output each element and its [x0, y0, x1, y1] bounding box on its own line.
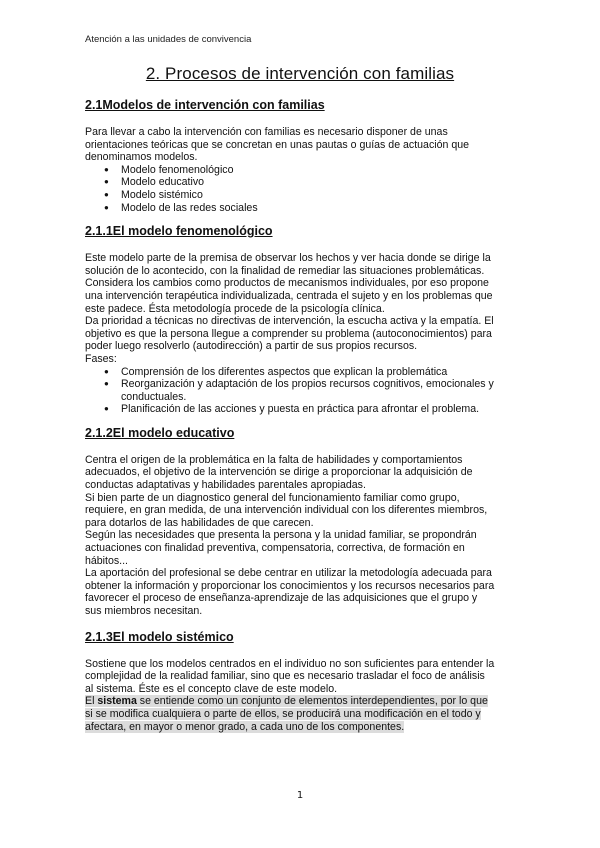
highlighted-text: El sistema se entiende como un conjunto de elementos interdependientes, por lo que	[85, 695, 488, 708]
paragraph: Para llevar a cabo la intervención con familias es necesario disponer de unas orientaciones teóricas que se concretan en unas pautas o guías de actuación que denominamos modelos.	[85, 126, 469, 164]
list-item: ● Modelo fenomenológico	[104, 163, 234, 176]
list-item: ● Comprensión de los diferentes aspectos que explican la problemática	[104, 365, 448, 378]
section-heading-2-1-3: 2.1.3El modelo sistémico	[85, 629, 234, 644]
bullet-list	[85, 366, 515, 416]
paragraph: Centra el origen de la problemática en la falta de habilidades y comportamientos adecuados, el objetivo de la intervención se dirige a proporcionar la adquisición de conductas adaptativas y habilidades parentales apropiadas. Si bien parte de un diagnostico general del funcionamiento familiar como grupo, requiere, en gran medida, de una intervención individual con los diferentes miembros, para dotarlos de las habilidades de que carecen. Según las necesidades que presenta la persona y la unidad familiar, se propondrán actuaciones con finalidad preventiva, compensatoria, correctiva, de formación en hábitos... La aportación del profesional se debe centrar en utilizar la metodología adecuada para obtener la información y proporcionar los conocimientos y los recursos necesarios para favorecer el proceso de enseñanza-aprendizaje de las adquisiciones que el grupo y sus miembros necesitan.	[85, 453, 495, 617]
list-item: ● Modelo educativo	[104, 176, 205, 189]
list-item: ● Modelo sistémico	[104, 188, 203, 201]
page-content	[85, 64, 515, 733]
bullet-dot-icon: ●	[104, 404, 109, 414]
page-number: 1	[296, 790, 304, 801]
bullet-dot-icon: ●	[104, 202, 109, 212]
running-header: Atención a las unidades de convivencia	[85, 34, 252, 45]
bullet-dot-icon: ●	[104, 177, 109, 187]
list-item: ● Modelo de las redes sociales	[104, 201, 258, 214]
bullet-dot-icon: ●	[104, 164, 109, 174]
bullet-dot-icon: ●	[104, 379, 109, 389]
page-title: 2. Procesos de intervención con familias	[145, 64, 455, 83]
highlighted-text: afectara, en mayor o menor grado, a cada uno de los componentes.	[85, 720, 405, 733]
paragraph: Este modelo parte de la premisa de observar los hechos y ver hacia donde se dirige la solución de lo acontecido, con la finalidad de remediar las situaciones problemáticas. Considera los cambios como productos de mecanismos individuales, por eso propone una intervención terapéutica individualizada, centrada el sujeto y en los problemas que este padece. Ésta metodología procede de la psicología clínica. Da prioridad a técnicas no directivas de intervención, la escucha activa y la empatía. El objetivo es que la persona llegue a comprender su problema (autoconocimientos) para poder luego resolverlo (autodirección) a partir de sus propios recursos. Fases:	[85, 252, 494, 365]
highlighted-text: si se modifica cualquiera o parte de ellos, se producirá una modificación en el todo y	[85, 707, 481, 720]
section-heading-2-1: 2.1Modelos de intervención con familias	[85, 98, 325, 112]
bullet-list	[85, 164, 515, 214]
bold-term: sistema	[97, 695, 137, 708]
bullet-dot-icon: ●	[104, 189, 109, 199]
list-item: ● Planificación de las acciones y puesta en práctica para afrontar el problema.	[104, 403, 480, 416]
section-heading-2-1-2: 2.1.2El modelo educativo	[85, 425, 235, 440]
bullet-dot-icon: ●	[104, 366, 109, 376]
list-item: ● Reorganización y adaptación de los propios recursos cognitivos, emocionales y conductuales.	[104, 378, 494, 403]
section-heading-2-1-1: 2.1.1El modelo fenomenológico	[85, 224, 273, 239]
paragraph: Sostiene que los modelos centrados en el individuo no son suficientes para entender la complejidad de la realidad familiar, sino que es necesario trasladar el foco de análisis al sistema. Éste es el concepto clave de este modelo. El sistema se entiende como un conjunto de elementos interdependientes, por lo que si se modifica cualquiera o parte de ellos, se producirá una modificación en el todo y afectara, en mayor o menor grado, a cada uno de los componentes.	[85, 657, 495, 733]
